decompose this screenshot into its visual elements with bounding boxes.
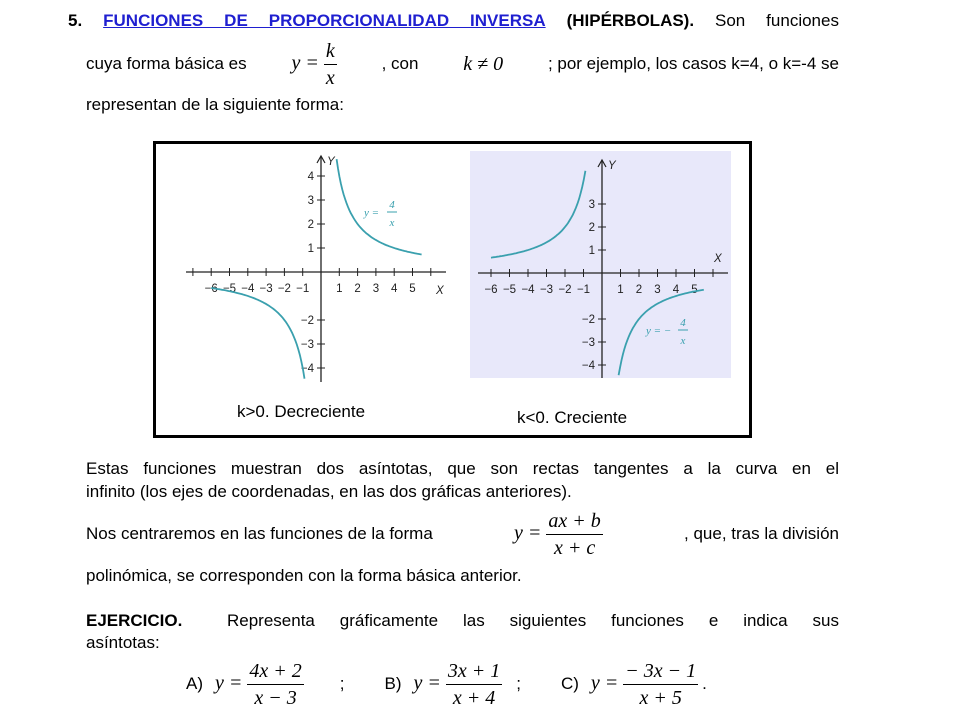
right-y-tick-label: −3 bbox=[581, 337, 595, 349]
exercise-line bbox=[86, 610, 839, 632]
heading-line bbox=[68, 10, 839, 32]
para2-line2: polinómica, se corresponden con la forma básica anterior. bbox=[86, 566, 522, 585]
right-x-tick-label: 2 bbox=[635, 284, 643, 296]
left-curve-branch-2 bbox=[337, 159, 422, 254]
formula-fraction bbox=[324, 40, 337, 89]
left-x-tick-label: −6 bbox=[204, 283, 218, 295]
para2-formula bbox=[514, 510, 603, 559]
left-x-tick-label: 1 bbox=[336, 283, 343, 295]
para2-line1 bbox=[86, 508, 839, 560]
section-number: 5. bbox=[68, 11, 83, 30]
intro-line bbox=[86, 38, 839, 90]
item-a-lhs: y = bbox=[215, 671, 243, 694]
section-subtitle: (HIPÉRBOLAS). bbox=[566, 11, 695, 30]
left-x-tick-label: −3 bbox=[259, 283, 273, 295]
para2-fraction bbox=[546, 510, 602, 559]
left-x-tick-label: −5 bbox=[222, 283, 237, 295]
para2-formula-lhs: y = bbox=[514, 521, 542, 544]
right-plot-background bbox=[470, 151, 731, 378]
formula-denominator: x bbox=[325, 66, 335, 89]
left-y-tick-label: 4 bbox=[307, 171, 314, 183]
right-x-tick-label: 4 bbox=[672, 284, 680, 296]
left-x-tick-label: 2 bbox=[354, 283, 361, 295]
right-x-tick-label: −6 bbox=[484, 284, 498, 296]
left-x-tick-label: 5 bbox=[409, 283, 416, 295]
left-x-tick-label: 3 bbox=[372, 283, 380, 295]
left-curve-branch-1 bbox=[211, 288, 304, 379]
formula-numerator: k bbox=[324, 40, 337, 65]
item-b-numerator: 3x + 1 bbox=[446, 660, 502, 685]
para1-line1: Estas funciones muestran dos asíntotas, que son rectas tangentes a la curva en el bbox=[86, 459, 839, 478]
exercise-text: Representa gráficamente las siguientes funciones e indica sus bbox=[227, 611, 839, 630]
left-y-tick-label: 1 bbox=[307, 243, 314, 255]
figure-box bbox=[153, 141, 752, 438]
para1-line2: infinito (los ejes de coordenadas, en las dos gráficas anteriores). bbox=[86, 482, 572, 501]
para2-numerator: ax + b bbox=[546, 510, 602, 535]
right-x-tick-label: −3 bbox=[539, 284, 554, 296]
item-a-letter: A) bbox=[186, 674, 203, 693]
intro-condition: k ≠ 0 bbox=[463, 53, 504, 75]
left-y-tick-label: 3 bbox=[307, 195, 314, 207]
right-y-axis-label: Y bbox=[608, 160, 616, 172]
item-b-sep: ; bbox=[516, 674, 521, 693]
para2-after: , que, tras la división bbox=[684, 524, 839, 543]
right-curve-label-num: 4 bbox=[680, 317, 686, 329]
left-x-tick-label: −1 bbox=[296, 283, 310, 295]
para2-before: Nos centraremos en las funciones de la forma bbox=[86, 524, 433, 543]
left-caption: k>0. Decreciente bbox=[237, 402, 366, 421]
right-x-tick-label: 3 bbox=[654, 284, 661, 296]
intro-text-after: ; por ejemplo, los casos k=4, o k=-4 se bbox=[547, 54, 839, 73]
item-b-formula bbox=[413, 660, 502, 709]
right-x-axis-label: X bbox=[714, 253, 722, 265]
intro-line3: representan de la siguiente forma: bbox=[86, 95, 344, 114]
right-x-tick-label: −4 bbox=[521, 284, 535, 296]
right-caption: k<0. Creciente bbox=[517, 408, 628, 427]
exercise-label: EJERCICIO. bbox=[86, 611, 183, 630]
item-b-fraction bbox=[446, 660, 502, 709]
left-curve-label-y: y = bbox=[364, 207, 380, 219]
right-curve-label-y: y = − bbox=[646, 325, 672, 337]
item-a-denominator: x − 3 bbox=[254, 686, 297, 709]
right-x-tick-label: −5 bbox=[502, 284, 517, 296]
section-title-link[interactable]: FUNCIONES DE PROPORCIONALIDAD INVERSA bbox=[103, 11, 546, 30]
right-y-tick-label: −4 bbox=[581, 360, 595, 372]
left-x-tick-label: 4 bbox=[390, 283, 398, 295]
item-c-lhs: y = bbox=[590, 671, 619, 694]
left-y-tick-label: −4 bbox=[300, 363, 314, 375]
left-curve-label-num: 4 bbox=[389, 199, 395, 211]
left-plot bbox=[186, 156, 446, 382]
right-x-tick-label: 1 bbox=[617, 284, 624, 296]
item-b-lhs: y = bbox=[413, 671, 441, 694]
exercise-line2: asíntotas: bbox=[86, 633, 160, 652]
right-x-tick-label: −2 bbox=[558, 284, 572, 296]
left-x-axis-label: X bbox=[436, 285, 444, 297]
item-c-fraction bbox=[623, 660, 698, 709]
item-b-letter: B) bbox=[384, 674, 402, 693]
item-c-letter: C) bbox=[560, 674, 579, 693]
left-y-tick-label: −2 bbox=[300, 315, 314, 327]
right-y-tick-label: −2 bbox=[581, 314, 595, 326]
item-b-denominator: x + 4 bbox=[452, 686, 496, 709]
left-y-tick-label: 2 bbox=[307, 219, 314, 231]
intro-text-before: cuya forma básica es bbox=[86, 54, 247, 73]
intro-comma-con: , con bbox=[381, 54, 419, 73]
left-x-tick-label: −4 bbox=[241, 283, 255, 295]
item-a-fraction bbox=[247, 660, 303, 709]
item-a-sep: ; bbox=[339, 674, 345, 693]
item-a-numerator: 4x + 2 bbox=[247, 660, 303, 685]
exercise-items bbox=[186, 655, 707, 713]
left-curve-label-den: x bbox=[389, 217, 395, 229]
right-x-tick-label: −1 bbox=[576, 284, 591, 296]
item-c-numerator: − 3x − 1 bbox=[623, 660, 698, 685]
item-c-sep: . bbox=[702, 674, 707, 693]
item-c-formula bbox=[591, 660, 698, 709]
left-y-tick-label: −3 bbox=[300, 339, 314, 351]
intro-formula bbox=[291, 40, 336, 89]
figure-svg bbox=[156, 144, 749, 435]
para2-denominator: x + c bbox=[553, 536, 596, 559]
heading-tail: Son funciones bbox=[715, 11, 839, 30]
right-curve-label-den: x bbox=[680, 335, 686, 347]
left-y-axis-label: Y bbox=[327, 156, 335, 168]
left-x-tick-label: −2 bbox=[277, 283, 291, 295]
right-x-tick-label: 5 bbox=[691, 284, 698, 296]
formula-lhs: y = bbox=[291, 51, 319, 74]
item-c-denominator: x + 5 bbox=[639, 686, 682, 709]
right-y-tick-label: 2 bbox=[588, 222, 595, 234]
right-y-tick-label: 3 bbox=[588, 199, 595, 211]
item-a-formula bbox=[215, 660, 304, 709]
right-y-tick-label: 1 bbox=[588, 245, 595, 257]
